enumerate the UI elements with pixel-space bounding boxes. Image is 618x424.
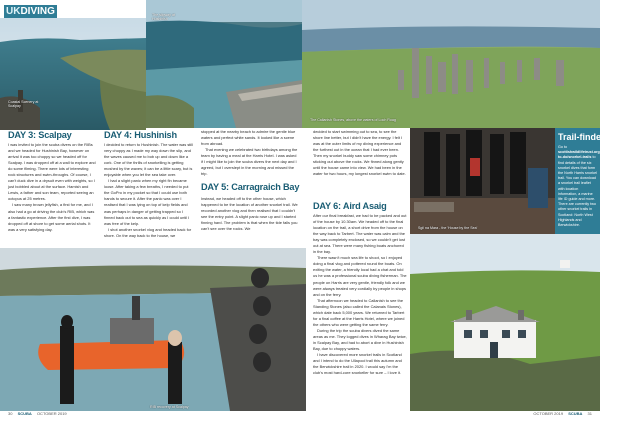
trail-finder-lead: Go to	[558, 145, 568, 149]
caption-slipway: The slipway at Hushinish	[152, 13, 175, 22]
text-day6	[313, 213, 407, 411]
trail-finder-body: to find details of the six snorkel dives that form the North Harris snorkel trail. You can download a snorkel trail leaflet with location information, a marine life ID guide and more. There are currently two other snorkel trails in Scotland: North West Highlands and Berwickshire.	[558, 155, 597, 228]
photo-callanish-stones	[302, 0, 600, 128]
photo-coastal-scenery	[0, 18, 146, 130]
trail-finder-title: Trail-finder	[558, 132, 605, 142]
paragraph: That evening we celebrated two birthdays among the team by having a meal at the Harris Hotel. I was asked if I might like to join the scuba divers the next day and I agreed, but I overslept in the morning and missed the trip.	[201, 147, 298, 177]
paragraph: I saw many brown jellyfish, a first for me, and I also had a go at driving the club's RIB, which was a fantastic experience. After the first dive, I was dropped off at shore to get some aerial shots. It was a very satisfying day.	[8, 202, 95, 232]
trail-finder-link[interactable]: scottishwildlifetrust.org.uk/things-to-do/snorkel-trails	[558, 150, 618, 160]
paragraph: After our final breakfast, we had to be packed and out of the house by 10.30am. We headed off to the final location on the trail, a short drive from the house on the way back to Tarbert. The water was calm and the bay was completely enclosed, so we couldn't get lost out at sea. There were many fishing boats anchored in the bay.	[313, 213, 407, 255]
paragraph: Instead, we headed off to the other house, which happened to be the location of another snorkel trail. We recorded another vlog and then realised that I couldn't see the entry point. A slight panic rose up and I started finning hard. The problem is that when the tide falls you can't see over the rocks. We	[201, 196, 298, 232]
footer-left	[8, 411, 67, 416]
caption-coastal-scenery: Coastal Scenery at Scalpay	[8, 100, 39, 109]
text-day3	[8, 142, 96, 246]
page-number-left: 30	[8, 411, 13, 416]
heading-day5: DAY 5: Carragraich Bay	[201, 182, 300, 192]
trail-finder-text	[558, 145, 618, 228]
header-prefix: UK	[6, 6, 21, 17]
paragraph: I shot another snorkel vlog and headed back for shore. On the way back to the house, we	[104, 226, 192, 238]
paragraph: That afternoon we headed to Callanish to see the Standing Stones (also called the Calanais Stones), which date back 5,000 years. We returned to Tarbert for a final coffee at the Harris Hotel, where we joined the others who were getting the same ferry.	[313, 297, 405, 327]
paragraph: stopped at the nearby beach to admire the gentle blue waters and perfect white sands. It looked like a scene from abroad.	[201, 129, 296, 147]
paragraph: There wasn't much sea life to shoot, so I enjoyed doing a final vlog and pottered round the boats. On exiting the water, a friendly local had a chat and told us he was a professional scuba diving fisherman. The people on Harris are very gentle, friendly folk and we were always treated very cordially by people in shops and on the ferry.	[313, 255, 407, 297]
trail-finder-box	[555, 128, 618, 234]
paragraph: decided to start swimming out to sea, to see the shore line better, but I didn't have the energy. I felt I was at the outer limits of my diving experience and the furthest out in the ocean that I had ever been. Then my snorkel buddy saw some chimney pots sticking out above the rocks. We finned along gently until the house came into view. We had been in the water for two hours, my longest snorkel swim to date.	[313, 129, 406, 177]
heading-day4: DAY 4: Hushinish	[104, 130, 177, 140]
paragraph: I had a slight panic when my right fin became loose. After taking a few breaths, I needed to put the GoPro in my pocket so that I could use both hands to secure it. After the panic was over I realised that I was lying on top of kelp fields and was perhaps in danger of getting trapped so I finned back out to sea as quickly as I could until I was free of the kelp.	[104, 178, 190, 226]
issue-date-left: OCTOBER 2019	[36, 411, 67, 416]
paragraph: I was invited to join the scuba divers on the RIBs and we headed for Hushinish Bay, however on arrival it was too choppy so we headed off for Scalpay. I was dropped off at a wall to explore and do some filming. There were lots of interesting rock structures and swim-throughs. Of course, I can't duck dive in a drysuit even with weights, so I just bobbled about at the surface. Hamish and Lewis, a father and son team, reported seeing an octopus at 25 metres.	[8, 142, 96, 202]
heading-day6: DAY 6: Aird Asaig	[313, 201, 387, 211]
heading-day3: DAY 3: Scalpay	[8, 130, 72, 140]
text-day5	[201, 196, 299, 248]
caption-callanish-stones: The Callanish Stones, above the waters of Loch Roag	[310, 118, 396, 122]
photo-rib-recovery	[0, 248, 306, 411]
paragraph: I have discovered more snorkel trails in Scotland and I intend to do the Ullapool trail this autumn and the Berwickshire trail in 2020. I would say I'm the club's most hard-core snorkeller for sure – I love it.	[313, 352, 402, 376]
text-day4	[104, 142, 194, 246]
text-col3	[201, 129, 299, 181]
magazine-name-left: SCUBA	[17, 411, 32, 416]
caption-rib-recovery: RIB recovery at Scalpay	[150, 405, 189, 409]
caption-dive-shop: Sgil na Mara - the 'House by the Sea'	[418, 226, 478, 230]
page-number-right: 31	[587, 411, 592, 416]
paragraph: I decided to return to Hushinish. The water was still very choppy as I made my way down the slip, and the waves caused me to bob up and down like a cork. One of the thrills of snorkelling is getting moshed by the waves; it can be a little scary, but is enjoyable when you let the sea take over.	[104, 142, 194, 178]
footer-right	[533, 411, 592, 416]
text-col4	[313, 129, 407, 201]
header-section: DIVING	[20, 6, 55, 17]
section-header	[4, 5, 57, 18]
magazine-name-right: SCUBA	[568, 411, 583, 416]
photo-dive-gear	[410, 128, 555, 234]
issue-date-right: OCTOBER 2019	[533, 411, 564, 416]
photo-white-house	[410, 234, 600, 411]
paragraph: During the trip the scuba divers dived the same areas as me. They logged dives in Wharag Bay twice, in Scalpay Bay, and had to abort a dive in Hushinish Bay, due to choppy waters.	[313, 327, 407, 352]
